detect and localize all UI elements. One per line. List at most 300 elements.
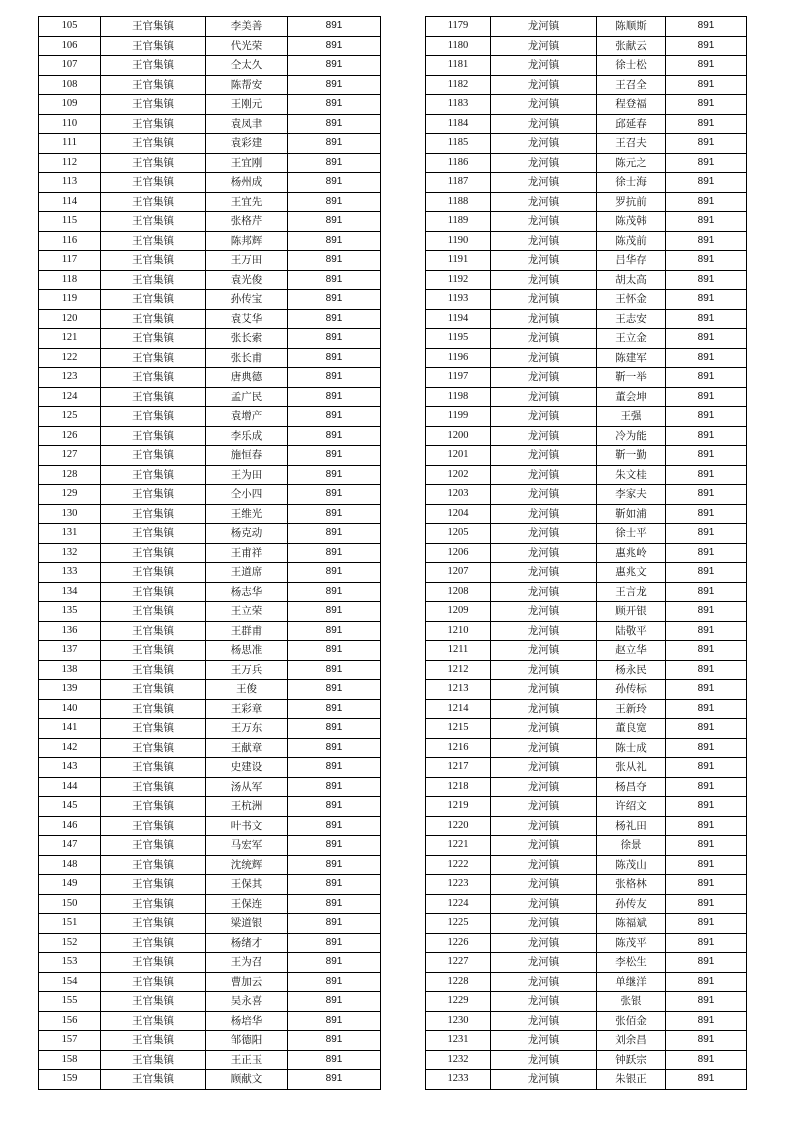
name-cell: 杨克动 xyxy=(206,524,288,544)
town-cell: 王官集镇 xyxy=(101,387,206,407)
town-cell: 龙河镇 xyxy=(491,153,597,173)
row-number: 1205 xyxy=(426,524,491,544)
row-number: 116 xyxy=(39,231,101,251)
amount-cell: 891 xyxy=(288,972,381,992)
amount-cell: 891 xyxy=(288,758,381,778)
name-cell: 仝小四 xyxy=(206,485,288,505)
row-number: 1213 xyxy=(426,680,491,700)
row-number: 130 xyxy=(39,504,101,524)
name-cell: 王志安 xyxy=(597,309,666,329)
table-row xyxy=(39,621,381,641)
name-cell: 惠兆岭 xyxy=(597,543,666,563)
row-number: 1211 xyxy=(426,641,491,661)
row-number: 1225 xyxy=(426,914,491,934)
town-cell: 龙河镇 xyxy=(491,855,597,875)
row-number: 117 xyxy=(39,251,101,271)
town-cell: 王官集镇 xyxy=(101,153,206,173)
amount-cell: 891 xyxy=(288,660,381,680)
town-cell: 龙河镇 xyxy=(491,387,597,407)
town-cell: 王官集镇 xyxy=(101,114,206,134)
row-number: 1189 xyxy=(426,212,491,232)
amount-cell: 891 xyxy=(288,582,381,602)
row-number: 131 xyxy=(39,524,101,544)
amount-cell: 891 xyxy=(288,270,381,290)
name-cell: 张银 xyxy=(597,992,666,1012)
table-row xyxy=(39,914,381,934)
table-row xyxy=(426,270,747,290)
amount-cell: 891 xyxy=(288,387,381,407)
town-cell: 王官集镇 xyxy=(101,504,206,524)
name-cell: 朱文桂 xyxy=(597,465,666,485)
name-cell: 史建设 xyxy=(206,758,288,778)
table-row xyxy=(39,933,381,953)
table-row xyxy=(39,368,381,388)
table-row xyxy=(39,134,381,154)
amount-cell: 891 xyxy=(666,368,747,388)
row-number: 1232 xyxy=(426,1050,491,1070)
row-number: 155 xyxy=(39,992,101,1012)
name-cell: 杨昌夺 xyxy=(597,777,666,797)
name-cell: 王万兵 xyxy=(206,660,288,680)
town-cell: 龙河镇 xyxy=(491,582,597,602)
right-table xyxy=(425,16,747,1090)
table-row xyxy=(39,719,381,739)
table-row xyxy=(426,504,747,524)
amount-cell: 891 xyxy=(288,446,381,466)
amount-cell: 891 xyxy=(666,758,747,778)
table-row xyxy=(426,17,747,37)
name-cell: 王召夫 xyxy=(597,134,666,154)
table-row xyxy=(39,680,381,700)
town-cell: 龙河镇 xyxy=(491,212,597,232)
amount-cell: 891 xyxy=(666,543,747,563)
name-cell: 杨永民 xyxy=(597,660,666,680)
town-cell: 龙河镇 xyxy=(491,777,597,797)
amount-cell: 891 xyxy=(288,777,381,797)
name-cell: 孙传宝 xyxy=(206,290,288,310)
amount-cell: 891 xyxy=(666,894,747,914)
amount-cell: 891 xyxy=(288,504,381,524)
row-number: 1221 xyxy=(426,836,491,856)
row-number: 128 xyxy=(39,465,101,485)
row-number: 123 xyxy=(39,368,101,388)
name-cell: 叶书文 xyxy=(206,816,288,836)
amount-cell: 891 xyxy=(288,56,381,76)
table-row xyxy=(39,992,381,1012)
name-cell: 王宜先 xyxy=(206,192,288,212)
amount-cell: 891 xyxy=(666,1011,747,1031)
amount-cell: 891 xyxy=(666,270,747,290)
table-row xyxy=(39,894,381,914)
row-number: 1210 xyxy=(426,621,491,641)
name-cell: 张格芹 xyxy=(206,212,288,232)
name-cell: 杨志华 xyxy=(206,582,288,602)
row-number: 1208 xyxy=(426,582,491,602)
name-cell: 陈顺斯 xyxy=(597,17,666,37)
town-cell: 龙河镇 xyxy=(491,680,597,700)
town-cell: 王官集镇 xyxy=(101,894,206,914)
town-cell: 龙河镇 xyxy=(491,446,597,466)
row-number: 147 xyxy=(39,836,101,856)
row-number: 159 xyxy=(39,1070,101,1090)
row-number: 153 xyxy=(39,953,101,973)
town-cell: 王官集镇 xyxy=(101,641,206,661)
name-cell: 钟跃宗 xyxy=(597,1050,666,1070)
town-cell: 王官集镇 xyxy=(101,231,206,251)
row-number: 156 xyxy=(39,1011,101,1031)
name-cell: 吕华存 xyxy=(597,251,666,271)
name-cell: 王俊 xyxy=(206,680,288,700)
amount-cell: 891 xyxy=(666,1050,747,1070)
town-cell: 龙河镇 xyxy=(491,641,597,661)
left-table xyxy=(38,16,381,1090)
name-cell: 王保其 xyxy=(206,875,288,895)
row-number: 1223 xyxy=(426,875,491,895)
name-cell: 王怀金 xyxy=(597,290,666,310)
name-cell: 赵立华 xyxy=(597,641,666,661)
amount-cell: 891 xyxy=(288,875,381,895)
town-cell: 王官集镇 xyxy=(101,465,206,485)
amount-cell: 891 xyxy=(288,680,381,700)
amount-cell: 891 xyxy=(288,309,381,329)
row-number: 134 xyxy=(39,582,101,602)
name-cell: 孙传友 xyxy=(597,894,666,914)
town-cell: 王官集镇 xyxy=(101,719,206,739)
amount-cell: 891 xyxy=(666,524,747,544)
amount-cell: 891 xyxy=(288,855,381,875)
name-cell: 李美善 xyxy=(206,17,288,37)
name-cell: 王杭洲 xyxy=(206,797,288,817)
table-row xyxy=(426,465,747,485)
table-row xyxy=(426,621,747,641)
table-row xyxy=(426,446,747,466)
name-cell: 陈茂平 xyxy=(597,933,666,953)
town-cell: 龙河镇 xyxy=(491,368,597,388)
row-number: 1217 xyxy=(426,758,491,778)
row-number: 158 xyxy=(39,1050,101,1070)
table-row xyxy=(426,953,747,973)
name-cell: 徐景 xyxy=(597,836,666,856)
row-number: 129 xyxy=(39,485,101,505)
row-number: 1196 xyxy=(426,348,491,368)
name-cell: 陈元之 xyxy=(597,153,666,173)
name-cell: 王甫祥 xyxy=(206,543,288,563)
amount-cell: 891 xyxy=(288,426,381,446)
name-cell: 王立荣 xyxy=(206,602,288,622)
amount-cell: 891 xyxy=(666,875,747,895)
row-number: 132 xyxy=(39,543,101,563)
row-number: 1184 xyxy=(426,114,491,134)
table-row xyxy=(426,855,747,875)
name-cell: 王群甫 xyxy=(206,621,288,641)
table-row xyxy=(426,680,747,700)
table-row xyxy=(39,348,381,368)
table-row xyxy=(426,816,747,836)
town-cell: 龙河镇 xyxy=(491,992,597,1012)
town-cell: 龙河镇 xyxy=(491,348,597,368)
amount-cell: 891 xyxy=(666,114,747,134)
name-cell: 王言龙 xyxy=(597,582,666,602)
name-cell: 邹德阳 xyxy=(206,1031,288,1051)
amount-cell: 891 xyxy=(666,192,747,212)
town-cell: 龙河镇 xyxy=(491,426,597,446)
name-cell: 王强 xyxy=(597,407,666,427)
town-cell: 龙河镇 xyxy=(491,1050,597,1070)
town-cell: 王官集镇 xyxy=(101,1050,206,1070)
amount-cell: 891 xyxy=(288,465,381,485)
table-row xyxy=(39,758,381,778)
table-row xyxy=(426,192,747,212)
town-cell: 王官集镇 xyxy=(101,524,206,544)
amount-cell: 891 xyxy=(666,56,747,76)
town-cell: 王官集镇 xyxy=(101,192,206,212)
town-cell: 龙河镇 xyxy=(491,758,597,778)
amount-cell: 891 xyxy=(288,602,381,622)
name-cell: 王召全 xyxy=(597,75,666,95)
table-row xyxy=(39,855,381,875)
town-cell: 龙河镇 xyxy=(491,56,597,76)
town-cell: 龙河镇 xyxy=(491,134,597,154)
amount-cell: 891 xyxy=(666,797,747,817)
amount-cell: 891 xyxy=(288,212,381,232)
name-cell: 王为田 xyxy=(206,465,288,485)
row-number: 1197 xyxy=(426,368,491,388)
town-cell: 王官集镇 xyxy=(101,660,206,680)
town-cell: 王官集镇 xyxy=(101,56,206,76)
town-cell: 王官集镇 xyxy=(101,836,206,856)
name-cell: 李松生 xyxy=(597,953,666,973)
row-number: 125 xyxy=(39,407,101,427)
name-cell: 孙传标 xyxy=(597,680,666,700)
amount-cell: 891 xyxy=(288,407,381,427)
town-cell: 龙河镇 xyxy=(491,270,597,290)
town-cell: 王官集镇 xyxy=(101,543,206,563)
row-number: 143 xyxy=(39,758,101,778)
table-row xyxy=(39,95,381,115)
amount-cell: 891 xyxy=(666,407,747,427)
town-cell: 王官集镇 xyxy=(101,270,206,290)
town-cell: 龙河镇 xyxy=(491,173,597,193)
row-number: 126 xyxy=(39,426,101,446)
row-number: 110 xyxy=(39,114,101,134)
row-number: 1199 xyxy=(426,407,491,427)
town-cell: 龙河镇 xyxy=(491,797,597,817)
table-row xyxy=(39,270,381,290)
town-cell: 王官集镇 xyxy=(101,914,206,934)
name-cell: 顾献文 xyxy=(206,1070,288,1090)
amount-cell: 891 xyxy=(666,17,747,37)
row-number: 1191 xyxy=(426,251,491,271)
town-cell: 王官集镇 xyxy=(101,17,206,37)
table-row xyxy=(426,777,747,797)
town-cell: 王官集镇 xyxy=(101,972,206,992)
table-row xyxy=(426,1070,747,1090)
name-cell: 代光荣 xyxy=(206,36,288,56)
row-number: 106 xyxy=(39,36,101,56)
amount-cell: 891 xyxy=(666,231,747,251)
name-cell: 张长索 xyxy=(206,329,288,349)
town-cell: 龙河镇 xyxy=(491,836,597,856)
row-number: 1198 xyxy=(426,387,491,407)
name-cell: 陈士成 xyxy=(597,738,666,758)
row-number: 124 xyxy=(39,387,101,407)
amount-cell: 891 xyxy=(666,426,747,446)
town-cell: 王官集镇 xyxy=(101,582,206,602)
table-row xyxy=(39,485,381,505)
amount-cell: 891 xyxy=(666,251,747,271)
row-number: 1188 xyxy=(426,192,491,212)
amount-cell: 891 xyxy=(288,914,381,934)
table-row xyxy=(39,114,381,134)
name-cell: 张献云 xyxy=(597,36,666,56)
amount-cell: 891 xyxy=(666,953,747,973)
row-number: 144 xyxy=(39,777,101,797)
town-cell: 龙河镇 xyxy=(491,914,597,934)
name-cell: 董良宽 xyxy=(597,719,666,739)
table-row xyxy=(39,1050,381,1070)
town-cell: 王官集镇 xyxy=(101,1011,206,1031)
amount-cell: 891 xyxy=(666,582,747,602)
amount-cell: 891 xyxy=(666,504,747,524)
amount-cell: 891 xyxy=(288,563,381,583)
name-cell: 陆敬平 xyxy=(597,621,666,641)
table-row xyxy=(39,816,381,836)
town-cell: 龙河镇 xyxy=(491,407,597,427)
row-number: 107 xyxy=(39,56,101,76)
name-cell: 王道席 xyxy=(206,563,288,583)
amount-cell: 891 xyxy=(288,738,381,758)
amount-cell: 891 xyxy=(666,1031,747,1051)
row-number: 119 xyxy=(39,290,101,310)
table-row xyxy=(426,1011,747,1031)
table-row xyxy=(426,738,747,758)
town-cell: 龙河镇 xyxy=(491,251,597,271)
name-cell: 徐士平 xyxy=(597,524,666,544)
amount-cell: 891 xyxy=(666,212,747,232)
row-number: 1202 xyxy=(426,465,491,485)
town-cell: 王官集镇 xyxy=(101,680,206,700)
town-cell: 龙河镇 xyxy=(491,894,597,914)
name-cell: 袁凤聿 xyxy=(206,114,288,134)
name-cell: 杨培华 xyxy=(206,1011,288,1031)
town-cell: 王官集镇 xyxy=(101,992,206,1012)
row-number: 1185 xyxy=(426,134,491,154)
amount-cell: 891 xyxy=(666,95,747,115)
town-cell: 王官集镇 xyxy=(101,407,206,427)
name-cell: 靳一勤 xyxy=(597,446,666,466)
table-row xyxy=(426,348,747,368)
table-row xyxy=(426,914,747,934)
table-row xyxy=(426,290,747,310)
town-cell: 王官集镇 xyxy=(101,953,206,973)
name-cell: 顾开银 xyxy=(597,602,666,622)
name-cell: 王万东 xyxy=(206,719,288,739)
row-number: 145 xyxy=(39,797,101,817)
amount-cell: 891 xyxy=(288,485,381,505)
table-row xyxy=(39,36,381,56)
amount-cell: 891 xyxy=(666,719,747,739)
town-cell: 龙河镇 xyxy=(491,192,597,212)
town-cell: 龙河镇 xyxy=(491,231,597,251)
table-row xyxy=(426,212,747,232)
town-cell: 龙河镇 xyxy=(491,17,597,37)
row-number: 1230 xyxy=(426,1011,491,1031)
row-number: 1229 xyxy=(426,992,491,1012)
table-row xyxy=(39,582,381,602)
amount-cell: 891 xyxy=(288,1031,381,1051)
town-cell: 王官集镇 xyxy=(101,602,206,622)
table-row xyxy=(426,368,747,388)
name-cell: 程登福 xyxy=(597,95,666,115)
town-cell: 王官集镇 xyxy=(101,426,206,446)
row-number: 1220 xyxy=(426,816,491,836)
table-row xyxy=(426,1031,747,1051)
left-table-body xyxy=(39,17,381,1090)
town-cell: 王官集镇 xyxy=(101,290,206,310)
name-cell: 汤从军 xyxy=(206,777,288,797)
table-row xyxy=(39,641,381,661)
row-number: 142 xyxy=(39,738,101,758)
row-number: 1224 xyxy=(426,894,491,914)
table-row xyxy=(426,134,747,154)
name-cell: 王刚元 xyxy=(206,95,288,115)
amount-cell: 891 xyxy=(288,719,381,739)
town-cell: 王官集镇 xyxy=(101,36,206,56)
row-number: 1180 xyxy=(426,36,491,56)
amount-cell: 891 xyxy=(666,485,747,505)
row-number: 1179 xyxy=(426,17,491,37)
row-number: 1207 xyxy=(426,563,491,583)
table-row xyxy=(426,75,747,95)
amount-cell: 891 xyxy=(666,387,747,407)
town-cell: 龙河镇 xyxy=(491,816,597,836)
name-cell: 袁增产 xyxy=(206,407,288,427)
town-cell: 龙河镇 xyxy=(491,699,597,719)
table-row xyxy=(39,563,381,583)
amount-cell: 891 xyxy=(666,641,747,661)
amount-cell: 891 xyxy=(288,953,381,973)
town-cell: 龙河镇 xyxy=(491,543,597,563)
table-row xyxy=(426,153,747,173)
row-number: 1204 xyxy=(426,504,491,524)
name-cell: 靳如浦 xyxy=(597,504,666,524)
row-number: 1187 xyxy=(426,173,491,193)
table-row xyxy=(39,231,381,251)
amount-cell: 891 xyxy=(288,36,381,56)
name-cell: 梁道银 xyxy=(206,914,288,934)
row-number: 1226 xyxy=(426,933,491,953)
row-number: 108 xyxy=(39,75,101,95)
name-cell: 罗抗前 xyxy=(597,192,666,212)
amount-cell: 891 xyxy=(288,621,381,641)
name-cell: 李家夫 xyxy=(597,485,666,505)
amount-cell: 891 xyxy=(666,1070,747,1090)
name-cell: 徐士松 xyxy=(597,56,666,76)
table-row xyxy=(39,836,381,856)
name-cell: 惠兆文 xyxy=(597,563,666,583)
amount-cell: 891 xyxy=(288,1050,381,1070)
row-number: 149 xyxy=(39,875,101,895)
name-cell: 杨礼田 xyxy=(597,816,666,836)
name-cell: 冷为能 xyxy=(597,426,666,446)
amount-cell: 891 xyxy=(666,36,747,56)
row-number: 1194 xyxy=(426,309,491,329)
row-number: 1203 xyxy=(426,485,491,505)
table-row xyxy=(426,758,747,778)
name-cell: 杨思准 xyxy=(206,641,288,661)
table-row xyxy=(39,602,381,622)
table-row xyxy=(39,192,381,212)
